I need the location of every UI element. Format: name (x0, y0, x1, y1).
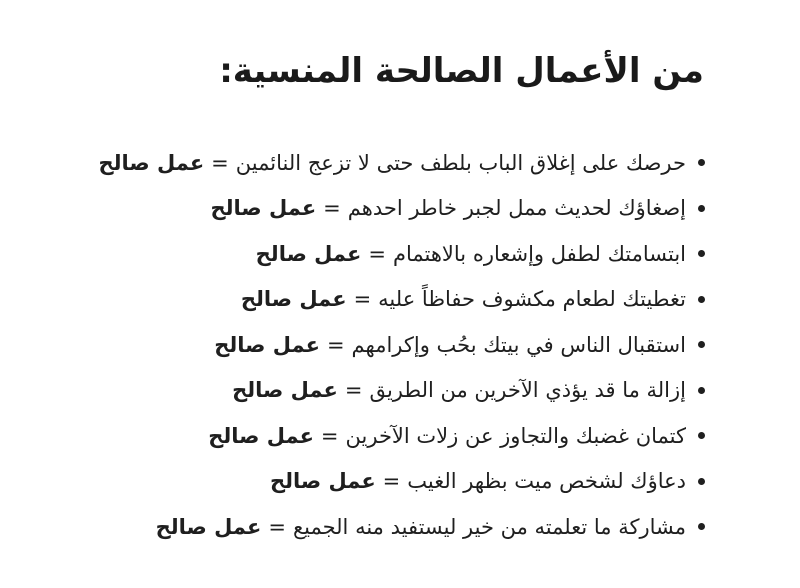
bullet-icon (698, 523, 705, 530)
deed-text: دعاؤك لشخص ميت بظهر الغيب (407, 469, 686, 494)
list-item (98, 322, 705, 368)
equals-sign: = (320, 423, 339, 448)
equals-sign: = (344, 378, 363, 403)
bullet-icon (698, 296, 705, 303)
good-deeds-list (98, 140, 705, 550)
bullet-icon (698, 341, 705, 348)
list-item (98, 186, 705, 232)
deed-result: عمل صالح (214, 332, 320, 357)
deed-text: إزالة ما قد يؤذي الآخرين من الطريق (369, 378, 686, 403)
deed-text: مشاركة ما تعلمته من خير ليستفيد منه الجميع (292, 514, 686, 539)
deed-result: عمل صالح (232, 378, 338, 403)
deed-result: عمل صالح (155, 514, 262, 539)
deed-result: عمل صالح (210, 196, 317, 221)
equals-sign: = (353, 287, 372, 312)
deed-result: عمل صالح (98, 150, 205, 175)
deed-text: حرصك على إغلاق الباب بلطف حتى لا تزعج النائمين (235, 150, 686, 175)
page-title: من الأعمال الصالحة المنسية: (219, 51, 704, 91)
list-item (98, 413, 705, 459)
deed-result: عمل صالح (255, 241, 362, 266)
bullet-icon (698, 205, 705, 212)
list-item (98, 277, 705, 323)
bullet-icon (698, 250, 705, 257)
list-item (98, 368, 705, 414)
list-item (98, 231, 705, 277)
bullet-icon (698, 387, 705, 394)
deed-result: عمل صالح (208, 423, 314, 448)
deed-text: كتمان غضبك والتجاوز عن زلات الآخرين (345, 423, 686, 448)
deed-text: ابتسامتك لطفل وإشعاره بالاهتمام (392, 241, 686, 266)
list-item (98, 504, 705, 550)
deed-text: استقبال الناس في بيتك بحُب وإكرامهم (351, 332, 686, 357)
list-item (98, 140, 705, 186)
bullet-icon (698, 478, 705, 485)
bullet-icon (698, 432, 705, 439)
bullet-icon (698, 159, 705, 166)
deed-result: عمل صالح (240, 287, 347, 312)
equals-sign: = (382, 469, 401, 494)
deed-text: تغطيتك لطعام مكشوف حفاظاً عليه (378, 287, 686, 312)
deed-text: إصغاؤك لحديث ممل لجبر خاطر احدهم (347, 196, 686, 221)
equals-sign: = (326, 332, 345, 357)
list-item (98, 459, 705, 505)
equals-sign: = (368, 241, 386, 266)
deed-result: عمل صالح (269, 469, 376, 494)
equals-sign: = (268, 514, 286, 539)
equals-sign: = (211, 150, 229, 175)
equals-sign: = (323, 196, 341, 221)
